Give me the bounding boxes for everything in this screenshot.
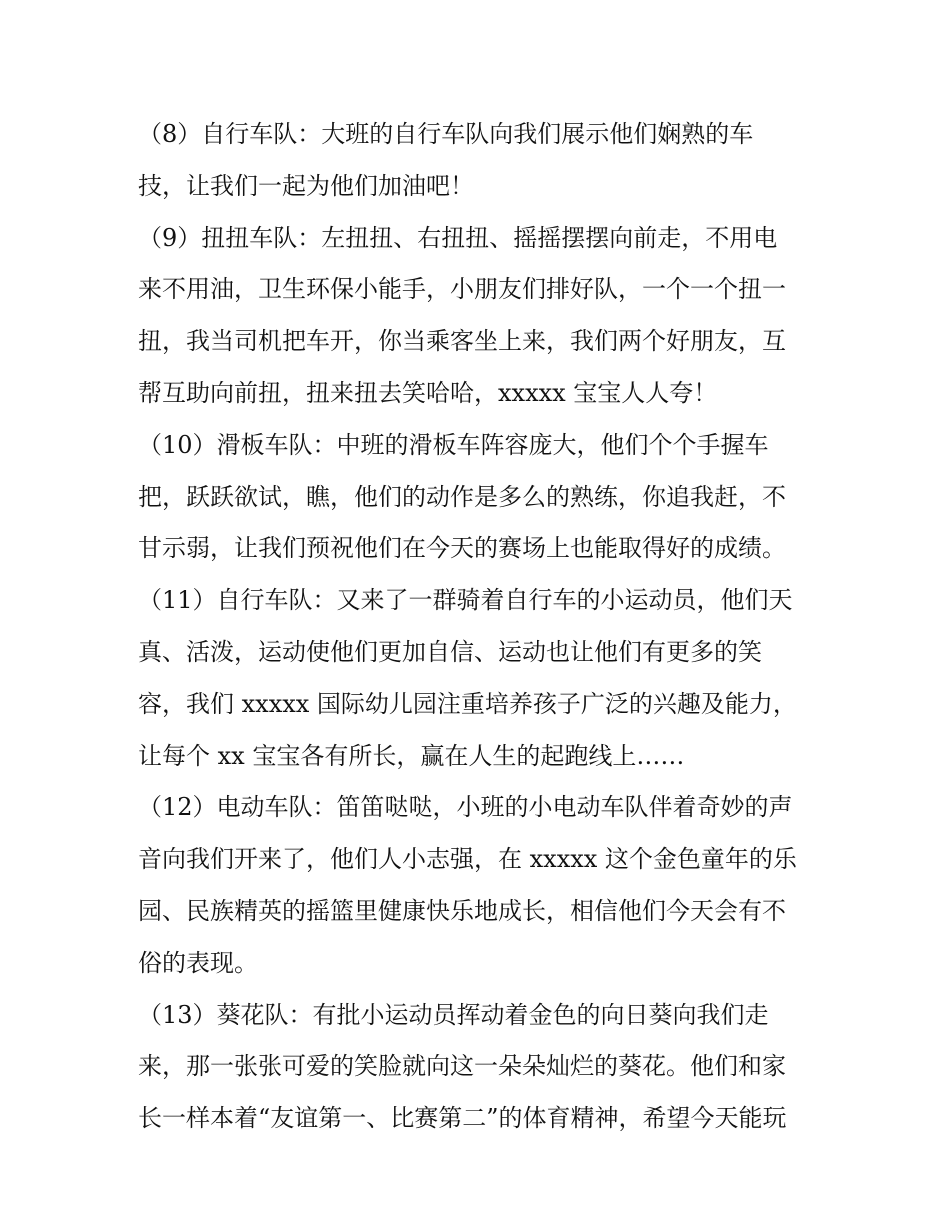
text-line: 真、活泼，运动使他们更加自信、运动也让他们有更多的笑 bbox=[138, 637, 762, 666]
text-line: （11）自行车队：又来了一群骑着自行车的小运动员，他们天 bbox=[138, 586, 793, 615]
text-line: 俗的表现。 bbox=[138, 948, 258, 977]
text-line: （10）滑板车队：中班的滑板车阵容庞大，他们个个手握车 bbox=[138, 430, 769, 459]
text-line: 来不用油，卫生环保小能手，小朋友们排好队，一个一个扭一 bbox=[138, 275, 786, 304]
text-line: 帮互助向前扭，扭来扭去笑哈哈，xxxxx 宝宝人人夸！ bbox=[138, 378, 718, 407]
text-line: （9）扭扭车队：左扭扭、右扭扭、摇摇摆摆向前走，不用电 bbox=[138, 223, 778, 252]
body-text bbox=[138, 109, 818, 1145]
text-line: 甘示弱，让我们预祝他们在今天的赛场上也能取得好的成绩。 bbox=[138, 534, 786, 563]
text-line: 长一样本着“友谊第一、比赛第二”的体育精神，希望今天能玩 bbox=[138, 1104, 787, 1133]
text-line: 把，跃跃欲试，瞧，他们的动作是多么的熟练，你追我赶，不 bbox=[138, 482, 786, 511]
text-line: （13）葵花队：有批小运动员挥动着金色的向日葵向我们走 bbox=[138, 1000, 769, 1029]
text-line: 技，让我们一起为他们加油吧！ bbox=[138, 171, 474, 200]
text-line: （12）电动车队：笛笛哒哒，小班的小电动车队伴着奇妙的声 bbox=[138, 793, 793, 822]
text-line: 让每个 xx 宝宝各有所长，赢在人生的起跑线上…… bbox=[138, 741, 685, 770]
text-line: 扭，我当司机把车开，你当乘客坐上来，我们两个好朋友，互 bbox=[138, 327, 786, 356]
text-line: 来，那一张张可爱的笑脸就向这一朵朵灿烂的葵花。他们和家 bbox=[138, 1052, 786, 1081]
text-line: 容，我们 xxxxx 国际幼儿园注重培养孩子广泛的兴趣及能力， bbox=[138, 689, 797, 718]
text-line: （8）自行车队：大班的自行车队向我们展示他们娴熟的车 bbox=[138, 120, 754, 148]
text-line: 园、民族精英的摇篮里健康快乐地成长，相信他们今天会有不 bbox=[138, 896, 786, 925]
text-line: 音向我们开来了，他们人小志强，在 xxxxx 这个金色童年的乐 bbox=[138, 845, 797, 874]
